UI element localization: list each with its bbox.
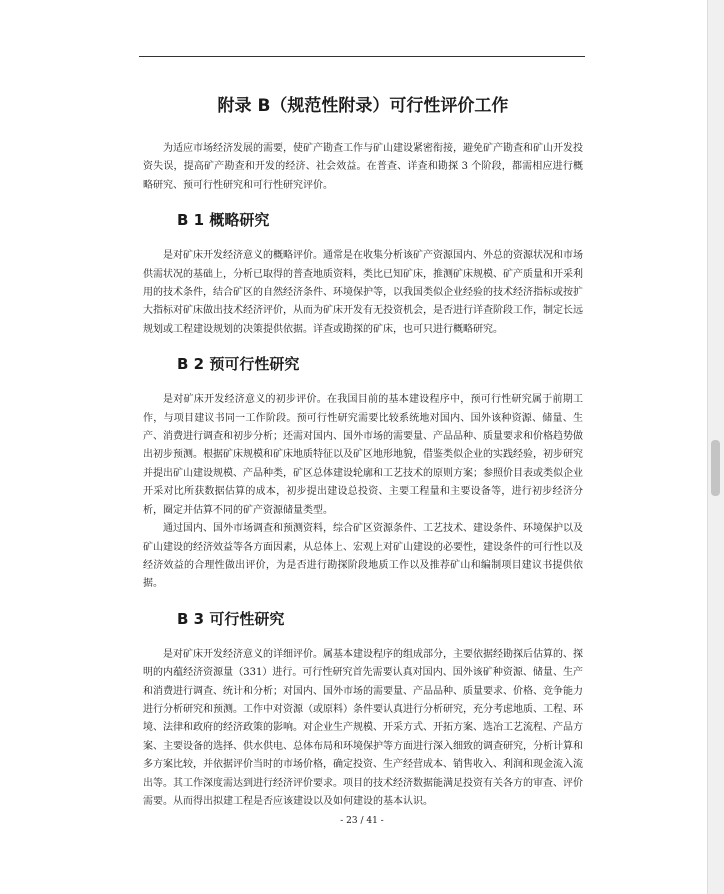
section-title-b3: B 3 可行性研究	[177, 609, 285, 628]
section-title-b2: B 2 预可行性研究	[177, 355, 300, 374]
section-b2-paragraph-1: 是对矿床开发经济意义的初步评价。在我国目前的基本建设程序中，预可行性研究属于前期工作，与项目建议书同一工作阶段。预可行性研究需要比较系统地对国内、国外该种资源、储量、生产、消费进行调查和初步分析；还需对国内、国外市场的需要量、产品品种、质量要求和价格趋势做出初步预测。根据矿床规模和矿床地质特征以及矿区地形地貌，借鉴类似企业的实践经验，初步研究并提出矿山建设规模、产品种类，矿区总体建设轮廓和工艺技术的原则方案；参照价目表或类似企业开采对比所获数据估算的成本，初步提出建设总投资、主要工程量和主要设备等，进行初步经济分析，圈定并估算不同的矿产资源储量类型。	[143, 394, 583, 516]
section-b2-paragraph-2: 通过国内、国外市场调查和预测资料，综合矿区资源条件、工艺技术、建设条件、环境保护以及矿山建设的经济效益等各方面因素，从总体上、宏观上对矿山建设的必要性，建设条件的可行性以及经济效益的合理性做出评价，为是否进行勘探阶段地质工作以及推荐矿山和编制项目建议书提供依据。	[143, 523, 583, 590]
page-number: - 23 / 41 -	[340, 816, 384, 826]
section-b1-paragraph-1: 是对矿床开发经济意义的概略评价。通常是在收集分析该矿产资源国内、外总的资源状况和市场供需状况的基础上，分析已取得的普查地质资料，类比已知矿床，推测矿床规模、矿产质量和开采利用的技术条件，结合矿区的自然经济条件、环境保护等，以我国类似企业经验的技术经济指标或按扩大指标对矿床做出技术经济评价，从而为矿床开发有无投资机会，是否进行详查阶段工作，制定长远规划或工程建设规划的决策提供依据。详查或勘探的矿床，也可只进行概略研究。	[143, 250, 583, 335]
page-content	[143, 92, 583, 811]
section-title-b1: B 1 概略研究	[177, 211, 270, 230]
intro-paragraph: 为适应市场经济发展的需要，使矿产勘查工作与矿山建设紧密衔接，避免矿产勘查和矿山开发投资失误，提高矿产勘查和开发的经济、社会效益。在普查、详查和勘探 3 个阶段，都需相应进行概略研究、预可行性研究和可行性研究评价。	[143, 143, 583, 191]
scrollbar-thumb[interactable]	[711, 440, 720, 496]
header-rule	[139, 56, 585, 57]
vertical-scrollbar[interactable]	[707, 0, 724, 894]
appendix-title: 附录 B（规范性附录）可行性评价工作	[217, 96, 509, 116]
section-b3-paragraph-1: 是对矿床开发经济意义的详细评价。属基本建设程序的组成部分，主要依据经勘探后估算的、探明的内蕴经济资源量（331）进行。可行性研究首先需要认真对国内、国外该矿种资源、储量、生产和消费进行调查、统计和分析；对国内、国外市场的需要量、产品品种、质量要求、价格、竞争能力进行分析研究和预测。工作中对资源（或原料）条件要认真进行分析研究，充分考虑地质、工程、环境、法律和政府的经济政策的影响。对企业生产规模、开采方式、开拓方案、选冶工艺流程、产品方案、主要设备的选择、供水供电、总体布局和环境保护等方面进行深入细致的调查研究，分析计算和多方案比较，并依据评价当时的市场价格，确定投资、生产经营成本、销售收入、利润和现金流入流出等。其工作深度需达到进行经济评价要求。项目的技术经济数据能满足投资有关各方的审查、评价需要。从而得出拟建工程是否应该建设以及如何建设的基本认识。	[143, 648, 583, 807]
